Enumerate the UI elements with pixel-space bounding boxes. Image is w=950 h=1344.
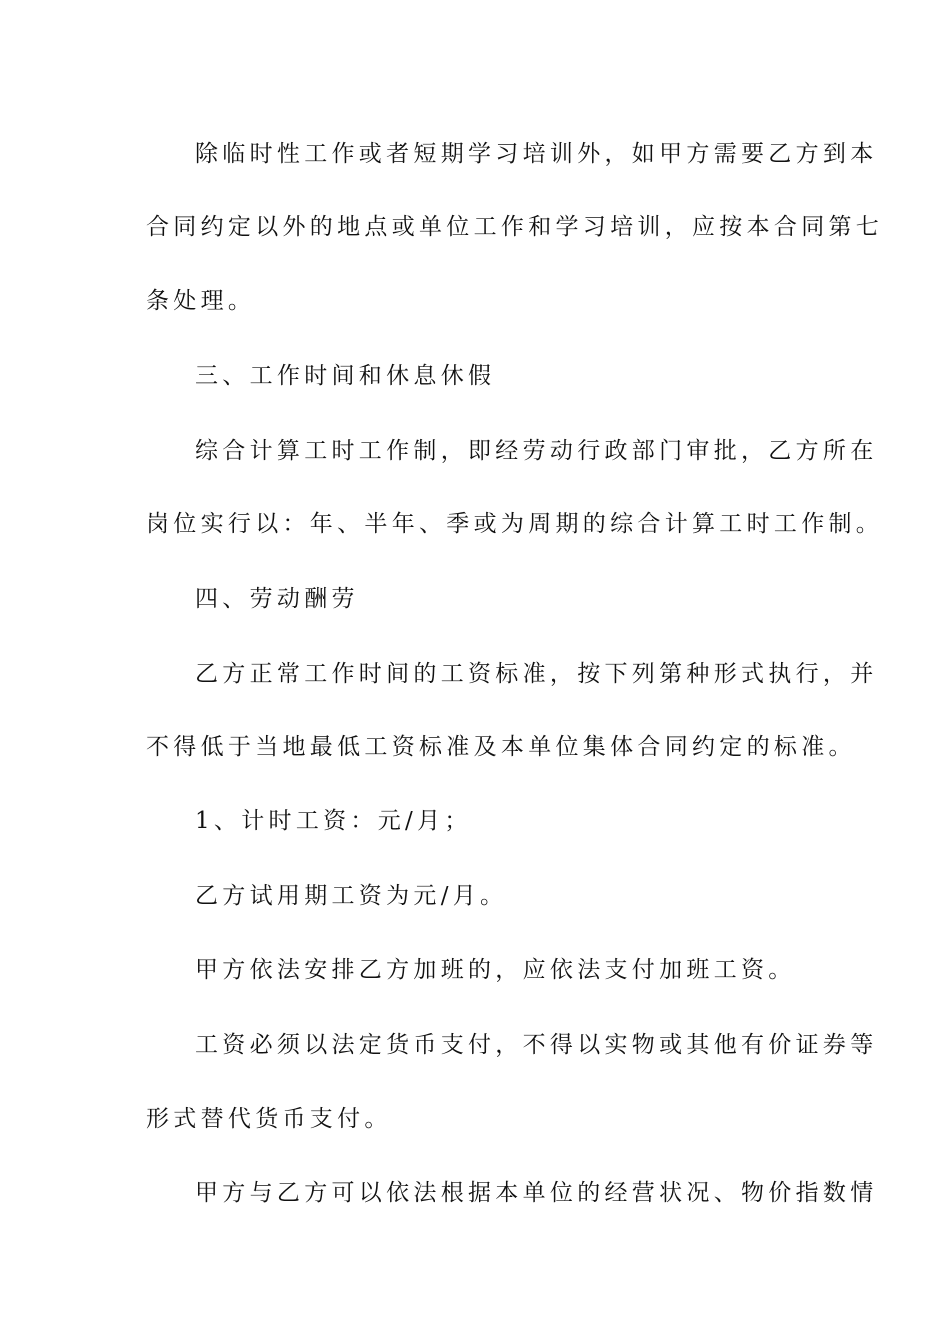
section-heading: 四、劳动酬劳: [195, 586, 359, 612]
paragraph-line: 岗位实行以：年、半年、季或为周期的综合计算工时工作制。: [146, 511, 884, 537]
paragraph-line: 工资必须以法定货币支付，不得以实物或其他有价证券等: [195, 1032, 878, 1058]
paragraph-line: 甲方依法安排乙方加班的，应依法支付加班工资。: [195, 957, 796, 983]
paragraph-line: 形式替代货币支付。: [146, 1106, 392, 1132]
paragraph-line: 条处理。: [146, 288, 256, 314]
paragraph-line: 合同约定以外的地点或单位工作和学习培训，应按本合同第七: [146, 214, 884, 240]
paragraph-line: 1、计时工资：元/月；: [195, 808, 472, 834]
section-heading: 三、工作时间和休息休假: [195, 363, 496, 389]
paragraph-line: 乙方试用期工资为元/月。: [195, 883, 508, 909]
paragraph-line: 乙方正常工作时间的工资标准，按下列第种形式执行，并: [195, 661, 878, 687]
paragraph-line: 除临时性工作或者短期学习培训外，如甲方需要乙方到本: [195, 141, 878, 167]
paragraph-line: 综合计算工时工作制，即经劳动行政部门审批，乙方所在: [195, 438, 878, 464]
paragraph-line: 甲方与乙方可以依法根据本单位的经营状况、物价指数情: [195, 1180, 878, 1206]
paragraph-line: 不得低于当地最低工资标准及本单位集体合同约定的标准。: [146, 734, 856, 760]
